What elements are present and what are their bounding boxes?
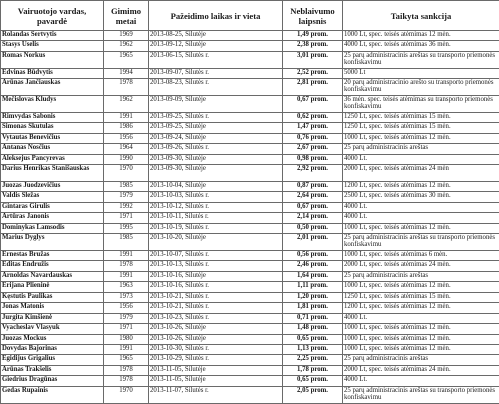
driver-name-cell: Arūnas Trakšelis [1, 365, 104, 375]
sanction-cell: 4000 Lt. [343, 154, 499, 164]
driver-name-cell: Mečislovas Kludys [1, 95, 104, 112]
driver-name-cell: Jurgita Kimšienė [1, 313, 104, 323]
birth-year-cell: 1995 [104, 223, 149, 233]
intoxication-level-cell: 2,05 prom. [283, 386, 343, 403]
birth-year-cell: 1979 [104, 192, 149, 202]
time-place-cell: 2013-10-16, Šilutėje [149, 271, 283, 281]
table-row [1, 344, 499, 354]
driver-name-cell: Valdis Šležas [1, 192, 104, 202]
sanction-cell: 2000 Lt, spec. teisės atėmimas 24 mėn. [343, 365, 499, 375]
birth-year-cell: 1965 [104, 51, 149, 68]
driver-name-cell: Jonas Matonis [1, 303, 104, 313]
birth-year-cell: 1978 [104, 79, 149, 96]
time-place-cell: 2013-08-25, Šilutėje [149, 31, 283, 41]
sanction-cell: 1000 Lt, spec. teisės atėmimas 12 mėn. [343, 334, 499, 344]
birth-year-cell: 1965 [104, 355, 149, 365]
intoxication-level-cell: 2,46 prom. [283, 261, 343, 271]
time-place-cell: 2013-09-30, Šilutėje [149, 165, 283, 182]
driver-name-cell: Simonas Skutulas [1, 123, 104, 133]
table-row [1, 79, 499, 96]
time-place-cell: 2013-10-04, Šilutėje [149, 181, 283, 191]
time-place-cell: 2013-10-21, Šilutės r. [149, 303, 283, 313]
birth-year-cell: 1991 [104, 271, 149, 281]
sanction-cell: 1200 Lt, spec. teisės atėmimas 12 mėn. [343, 303, 499, 313]
intoxication-level-cell: 0,71 prom. [283, 313, 343, 323]
birth-year-cell: 1970 [104, 386, 149, 403]
birth-year-cell: 1962 [104, 95, 149, 112]
intoxication-level-cell: 0,65 prom. [283, 376, 343, 386]
driver-name-cell: Gedas Rupainis [1, 386, 104, 403]
driver-name-cell: Juozas Juodzevičius [1, 181, 104, 191]
time-place-cell: 2013-11-07, Šilutės r. [149, 386, 283, 403]
header-birth-year: Gimimo metai [104, 1, 149, 31]
intoxication-level-cell: 2,01 prom. [283, 234, 343, 251]
sanction-cell: 1250 Lt, spec. teisės atėmimas 15 mėn. [343, 112, 499, 122]
sanction-cell: 1000 Lt, spec. teisės atėmimas 12 mėn. [343, 133, 499, 143]
driver-name-cell: Ernestas Bružas [1, 250, 104, 260]
time-place-cell: 2013-09-25, Šilutėje [149, 123, 283, 133]
birth-year-cell: 1978 [104, 376, 149, 386]
sanction-cell: 1200 Lt, spec. teisės atėmimas 12 mėn. [343, 181, 499, 191]
birth-year-cell: 1973 [104, 292, 149, 302]
table-row [1, 292, 499, 302]
birth-year-cell: 1980 [104, 334, 149, 344]
sanction-cell: 1250 Lt, spec. teisės atėmimas 15 mėn. [343, 123, 499, 133]
birth-year-cell: 1985 [104, 234, 149, 251]
intoxication-level-cell: 1,64 prom. [283, 271, 343, 281]
intoxication-level-cell: 1,48 prom. [283, 324, 343, 334]
driver-name-cell: Darius Henrikas Stanišauskas [1, 165, 104, 182]
intoxication-level-cell: 0,56 prom. [283, 250, 343, 260]
table-row [1, 112, 499, 122]
birth-year-cell: 1962 [104, 41, 149, 51]
intoxication-level-cell: 2,92 prom. [283, 165, 343, 182]
table-row [1, 181, 499, 191]
driver-name-cell: Dovydas Bajorinas [1, 344, 104, 354]
birth-year-cell: 1991 [104, 344, 149, 354]
sanction-cell: 1250 Lt, spec. teisės atėmimas 15 mėn. [343, 292, 499, 302]
sanction-cell: 36 mėn. spec. teisės atėmimas su transporto priemonės konfiskavimu [343, 95, 499, 112]
driver-name-cell: Aleksejus Pancyrevas [1, 154, 104, 164]
intoxication-level-cell: 2,67 prom. [283, 144, 343, 154]
sanction-cell: 25 parų administracinis areštas [343, 355, 499, 365]
sanction-cell: 2000 Lt, spec. teisės atėmimas 24 mėn [343, 165, 499, 182]
table-row [1, 303, 499, 313]
table-row [1, 355, 499, 365]
sanction-cell: 25 parų administracinis areštas su transporto priemonės konfiskavimu [343, 386, 499, 403]
birth-year-cell: 1991 [104, 250, 149, 260]
time-place-cell: 2013-09-25, Šilutės r. [149, 112, 283, 122]
table-row [1, 123, 499, 133]
sanction-cell: 1000 Lt, spec. teisės atėmimas 6 mėn. [343, 250, 499, 260]
driver-name-cell: Giedrius Dragūnas [1, 376, 104, 386]
intoxication-level-cell: 0,76 prom. [283, 133, 343, 143]
time-place-cell: 2013-09-09, Šilutėje [149, 95, 283, 112]
time-place-cell: 2013-10-20, Šilutėje [149, 234, 283, 251]
table-row [1, 213, 499, 223]
table-row [1, 261, 499, 271]
intoxication-level-cell: 2,81 prom. [283, 79, 343, 96]
driver-name-cell: Egidijus Grigalius [1, 355, 104, 365]
birth-year-cell: 1963 [104, 282, 149, 292]
intoxication-level-cell: 1,20 prom. [283, 292, 343, 302]
driver-name-cell: Rolandas Sertvytis [1, 31, 104, 41]
intoxication-level-cell: 1,78 prom. [283, 365, 343, 375]
birth-year-cell: 1971 [104, 213, 149, 223]
sanction-cell: 4000 Lt, spec. teisės atėmimas 36 mėn. [343, 41, 499, 51]
intoxication-level-cell: 1,47 prom. [283, 123, 343, 133]
table-row [1, 282, 499, 292]
intoxication-level-cell: 1,49 prom. [283, 31, 343, 41]
intoxication-level-cell: 0,62 prom. [283, 112, 343, 122]
driver-name-cell: Edvinas Būdvytis [1, 68, 104, 78]
table-row [1, 133, 499, 143]
header-driver-name: Vairuotojo vardas, pavardė [1, 1, 104, 31]
driver-name-cell: Gintaras Girulis [1, 202, 104, 212]
intoxication-level-cell: 0,50 prom. [283, 223, 343, 233]
sanction-cell: 4000 Lt. [343, 376, 499, 386]
birth-year-cell: 1986 [104, 123, 149, 133]
sanction-cell: 1000 Lt, spec. teisės atėmimas 12 mėn. [343, 223, 499, 233]
table-row [1, 31, 499, 41]
table-row [1, 68, 499, 78]
sanction-cell: 1000 Lt, spec. teisės atėmimas 12 mėn. [343, 324, 499, 334]
birth-year-cell: 1994 [104, 68, 149, 78]
table-row [1, 202, 499, 212]
table-row [1, 334, 499, 344]
time-place-cell: 2013-10-07, Šilutės r. [149, 250, 283, 260]
driver-name-cell: Juozas Mockus [1, 334, 104, 344]
birth-year-cell: 1971 [104, 324, 149, 334]
sanction-cell: 5000 Lt [343, 68, 499, 78]
table-row [1, 313, 499, 323]
intoxication-level-cell: 2,38 prom. [283, 41, 343, 51]
sanction-cell: 4000 Lt. [343, 202, 499, 212]
table-row [1, 165, 499, 182]
table-row [1, 365, 499, 375]
time-place-cell: 2013-10-03, Šilutės r. [149, 192, 283, 202]
time-place-cell: 2013-06-15, Šilutės r. [149, 51, 283, 68]
driver-name-cell: Erijana Plieninė [1, 282, 104, 292]
intoxication-level-cell: 3,01 prom. [283, 51, 343, 68]
birth-year-cell: 1990 [104, 154, 149, 164]
table-row [1, 223, 499, 233]
table-row [1, 271, 499, 281]
intoxication-level-cell: 0,67 prom. [283, 95, 343, 112]
driver-name-cell: Vyacheslav Vlasyuk [1, 324, 104, 334]
driver-name-cell: Kęstutis Paulikas [1, 292, 104, 302]
driver-name-cell: Artūras Janonis [1, 213, 104, 223]
intoxication-level-cell: 2,14 prom. [283, 213, 343, 223]
sanction-cell: 2000 Lt, spec. teisės atėmimas 24 mėn. [343, 261, 499, 271]
table-row [1, 192, 499, 202]
table-row [1, 144, 499, 154]
sanction-cell: 4000 Lt. [343, 213, 499, 223]
time-place-cell: 2013-08-23, Šilutės r. [149, 79, 283, 96]
intoxication-level-cell: 2,64 prom. [283, 192, 343, 202]
intoxication-level-cell: 2,25 prom. [283, 355, 343, 365]
time-place-cell: 2013-09-30, Šilutėje [149, 154, 283, 164]
birth-year-cell: 1985 [104, 181, 149, 191]
table-row [1, 324, 499, 334]
sanction-cell: 25 parų administracinis areštas su transporto priemonės konfiskavimu [343, 234, 499, 251]
intoxication-level-cell: 1,11 prom. [283, 282, 343, 292]
sanction-cell: 25 parų administracinis areštas [343, 271, 499, 281]
time-place-cell: 2013-11-05, Šilutėje [149, 376, 283, 386]
birth-year-cell: 1979 [104, 313, 149, 323]
table-row [1, 386, 499, 403]
birth-year-cell: 1969 [104, 31, 149, 41]
sanction-cell: 25 parų administracinis areštas [343, 144, 499, 154]
time-place-cell: 2013-10-11, Šilutės r. [149, 213, 283, 223]
table-row [1, 376, 499, 386]
sanction-cell: 25 parų administracinis areštas su transporto priemonės konfiskavimu [343, 51, 499, 68]
table-row [1, 250, 499, 260]
header-violation-time-place: Pažeidimo laikas ir vieta [149, 1, 283, 31]
intoxication-level-cell: 1,81 prom. [283, 303, 343, 313]
table-row [1, 95, 499, 112]
sanction-cell: 1000 Lt, spec. teisės atėmimas 12 mėn. [343, 282, 499, 292]
birth-year-cell: 1978 [104, 261, 149, 271]
driver-name-cell: Romas Norkus [1, 51, 104, 68]
time-place-cell: 2013-10-26, Šilutėje [149, 334, 283, 344]
time-place-cell: 2013-10-21, Šilutės r. [149, 292, 283, 302]
table-row [1, 234, 499, 251]
birth-year-cell: 1978 [104, 365, 149, 375]
driver-name-cell: Vytautas Benevičius [1, 133, 104, 143]
sanction-cell: 2500 Lt, spec. teisės atėmimas 30 mėn. [343, 192, 499, 202]
birth-year-cell: 1956 [104, 133, 149, 143]
time-place-cell: 2013-09-26, Šilutės r. [149, 144, 283, 154]
time-place-cell: 2013-11-05, Šilutėje [149, 365, 283, 375]
driver-name-cell: Dominykas Lamsodis [1, 223, 104, 233]
time-place-cell: 2013-09-07, Šilutės r. [149, 68, 283, 78]
driver-name-cell: Arnoldas Navardauskas [1, 271, 104, 281]
birth-year-cell: 1956 [104, 303, 149, 313]
driver-name-cell: Rimvydas Sabonis [1, 112, 104, 122]
driver-name-cell: Stasys Ūselis [1, 41, 104, 51]
time-place-cell: 2013-10-16, Šilutės r. [149, 282, 283, 292]
time-place-cell: 2013-10-23, Šilutės r. [149, 313, 283, 323]
birth-year-cell: 1991 [104, 112, 149, 122]
sanction-cell: 20 parų administracinio arešto su transporto priemonės konfiskavimu [343, 79, 499, 96]
header-row [1, 1, 499, 31]
intoxication-level-cell: 0,98 prom. [283, 154, 343, 164]
intoxication-level-cell: 2,52 prom. [283, 68, 343, 78]
driver-name-cell: Antanas Nosčius [1, 144, 104, 154]
driver-name-cell: Arūnas Jančiauskas [1, 79, 104, 96]
birth-year-cell: 1992 [104, 202, 149, 212]
time-place-cell: 2013-10-30, Šilutės r. [149, 344, 283, 354]
table-row [1, 41, 499, 51]
intoxication-level-cell: 0,65 prom. [283, 334, 343, 344]
time-place-cell: 2013-10-12, Šilutės r. [149, 202, 283, 212]
table-row [1, 51, 499, 68]
time-place-cell: 2013-10-19, Šilutės r. [149, 223, 283, 233]
driver-name-cell: Editas Endružis [1, 261, 104, 271]
driver-name-cell: Marius Dyglys [1, 234, 104, 251]
intoxication-level-cell: 1,13 prom. [283, 344, 343, 354]
time-place-cell: 2013-10-26, Šilutėje [149, 324, 283, 334]
header-intoxication-level: Neblaivumo laipsnis [283, 1, 343, 31]
time-place-cell: 2013-10-13, Šilutės r. [149, 261, 283, 271]
intoxication-level-cell: 0,67 prom. [283, 202, 343, 212]
time-place-cell: 2013-09-24, Šilutėje [149, 133, 283, 143]
sanction-cell: 1000 Lt, spec. teisės atėmimas 12 mėn. [343, 344, 499, 354]
header-sanction: Taikyta sankcija [343, 1, 499, 31]
birth-year-cell: 1964 [104, 144, 149, 154]
intoxication-level-cell: 0,87 prom. [283, 181, 343, 191]
time-place-cell: 2013-10-29, Šilutės r. [149, 355, 283, 365]
birth-year-cell: 1970 [104, 165, 149, 182]
sanction-cell: 4000 Lt. [343, 313, 499, 323]
time-place-cell: 2013-09-12, Šilutėje [149, 41, 283, 51]
sanction-cell: 1000 Lt, spec. teisės atėmimas 12 mėn. [343, 31, 499, 41]
table-row [1, 154, 499, 164]
